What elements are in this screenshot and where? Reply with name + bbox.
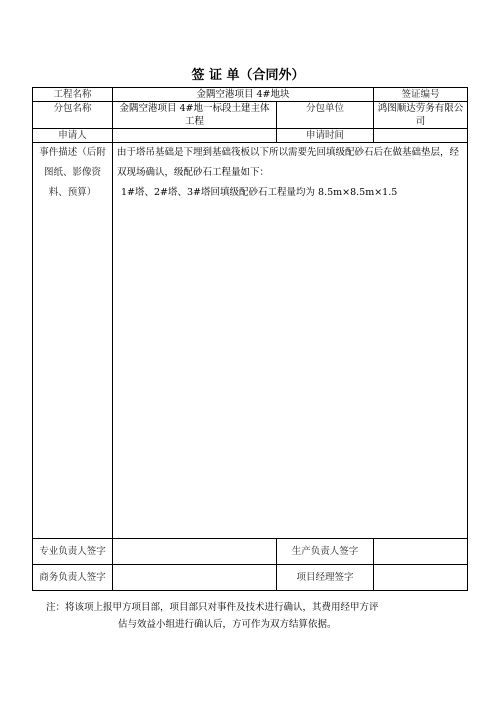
footer-note-line-1: 注：将该项上报甲方项目部，项目部只对事件及技术进行确认，其费用经甲方评 bbox=[46, 602, 379, 613]
business-sign-label: 商务负责人签字 bbox=[33, 565, 113, 591]
event-description-text-1: 由于塔吊基础是下埋到基础筏板以下所以需要先回填级配砂石后在做基础垫层，经双现场确认，级配砂石工程量如下： bbox=[117, 147, 460, 178]
project-name-value: 金隅空港项目 4#地块 bbox=[113, 88, 374, 102]
pm-sign-value[interactable] bbox=[374, 565, 468, 591]
footer-note bbox=[32, 599, 467, 633]
subcontract-unit-value: 鸿图顺达劳务有限公司 bbox=[374, 102, 468, 129]
specialty-sign-label: 专业负责人签字 bbox=[33, 539, 113, 565]
project-name-label: 工程名称 bbox=[33, 88, 113, 102]
row-sign-2 bbox=[33, 565, 468, 591]
pm-sign-label: 项目经理签字 bbox=[277, 565, 374, 591]
business-sign-value[interactable] bbox=[113, 565, 277, 591]
footer-note-line-2: 估与效益小组进行确认后，方可作为双方结算依据。 bbox=[118, 619, 337, 630]
row-sign-1 bbox=[33, 539, 468, 565]
apply-time-value bbox=[374, 129, 468, 143]
subcontract-name-value: 金隅空港项目 4#地一标段土建主体工程 bbox=[113, 102, 277, 129]
applicant-label: 申请人 bbox=[33, 129, 113, 143]
production-sign-label: 生产负责人签字 bbox=[277, 539, 374, 565]
row-event-description bbox=[33, 143, 468, 539]
event-description-text-2: 1#塔、2#塔、3#塔回填级配砂石工程量均为 8.5m×8.5m×1.5 bbox=[121, 187, 398, 198]
document-title: 签 证 单（合同外） bbox=[191, 68, 305, 83]
row-subcontract bbox=[33, 102, 468, 129]
apply-time-label: 申请时间 bbox=[277, 129, 374, 143]
subcontract-name-label: 分包名称 bbox=[33, 102, 113, 129]
row-applicant bbox=[33, 129, 468, 143]
production-sign-value[interactable] bbox=[374, 539, 468, 565]
visa-form-table bbox=[32, 87, 468, 591]
specialty-sign-value[interactable] bbox=[113, 539, 277, 565]
applicant-value bbox=[113, 129, 277, 143]
event-description-label: 事件描述（后附图纸、影像资料、预算） bbox=[33, 143, 113, 539]
visa-no-label: 签证编号 bbox=[374, 88, 468, 102]
event-description-body bbox=[113, 143, 468, 539]
subcontract-unit-label: 分包单位 bbox=[277, 102, 374, 129]
row-project-name bbox=[33, 88, 468, 102]
